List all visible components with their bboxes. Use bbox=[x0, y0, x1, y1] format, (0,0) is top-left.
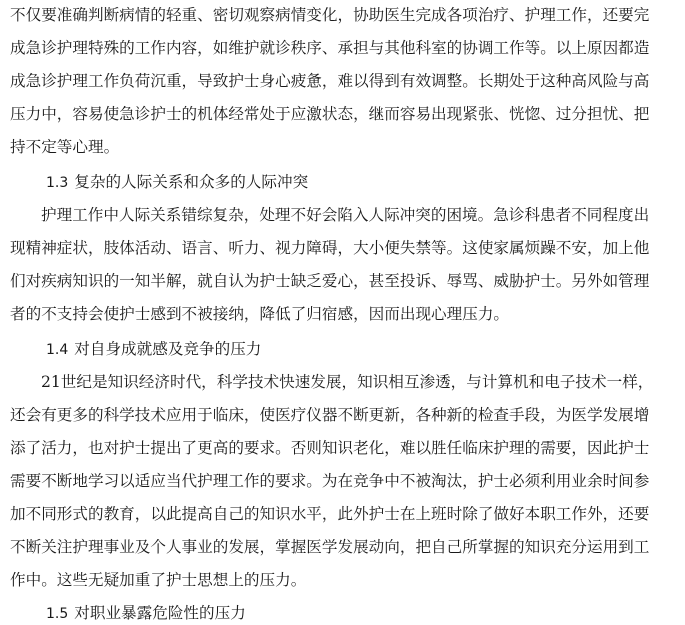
section-heading-1-3 bbox=[46, 173, 679, 191]
paragraph-line: 持不定等心理。 bbox=[10, 138, 120, 156]
paragraph-line: 压力中，容易使急诊护士的机体经常处于应激状态，继而容易出现紧张、恍惚、过分担忧、把 bbox=[10, 105, 650, 123]
paragraph-line: 成急诊护理工作负荷沉重，导致护士身心疲惫，难以得到有效调整。长期处于这种高风险与高 bbox=[10, 72, 650, 90]
paragraph-line: 添了活力，也对护士提出了更高的要求。否则知识老化，难以胜任临床护理的需要，因此护士 bbox=[10, 439, 650, 457]
paragraph-line: 还会有更多的科学技术应用于临床，使医疗仪器不断更新，各种新的检查手段，为医学发展增 bbox=[10, 406, 650, 424]
paragraph-line: 不断关注护理事业及个人事业的发展，掌握医学发展动向，把自己所掌握的知识充分运用到工 bbox=[10, 538, 650, 556]
heading-title: 对自身成就感及竞争的压力 bbox=[74, 340, 262, 358]
paragraph-line: 成急诊护理特殊的工作内容，如维护就诊秩序、承担与其他科室的协调工作等。以上原因都造 bbox=[10, 39, 650, 57]
section-heading-1-5 bbox=[46, 604, 679, 622]
paragraph-line: 现精神症状，肢体活动、语言、听力、视力障碍，大小便失禁等。这使家属烦躁不安，加上他 bbox=[10, 239, 650, 257]
paragraph-line: 需要不断地学习以适应当代护理工作的要求。为在竞争中不被淘汰，护士必须利用业余时间参 bbox=[10, 472, 650, 490]
paragraph-line: 护理工作中人际关系错综复杂，处理不好会陷入人际冲突的困境。急诊科患者不同程度出 bbox=[41, 206, 650, 224]
paragraph-line: 们对疾病知识的一知半解，就自认为护士缺乏爱心，甚至投诉、辱骂、威胁护士。另外如管理 bbox=[10, 272, 650, 290]
section-heading-1-4 bbox=[46, 340, 679, 358]
paragraph-line: 21世纪是知识经济时代，科学技术快速发展，知识相互渗透，与计算机和电子技术一样， bbox=[41, 373, 654, 391]
heading-number: 1.4 bbox=[46, 342, 69, 358]
paragraph-line: 不仅要准确判断病情的轻重、密切观察病情变化，协助医生完成各项治疗、护理工作，还要完 bbox=[10, 6, 650, 24]
heading-title: 复杂的人际关系和众多的人际冲突 bbox=[74, 173, 309, 191]
paragraph-line: 加不同形式的教育，以此提高自己的知识水平，此外护士在上班时除了做好本职工作外，还要 bbox=[10, 505, 650, 523]
paragraph-line: 作中。这些无疑加重了护士思想上的压力。 bbox=[10, 571, 307, 589]
heading-number: 1.3 bbox=[46, 175, 69, 191]
heading-number: 1.5 bbox=[46, 606, 69, 622]
paragraph-line: 者的不支持会使护士感到不被接纳，降低了归宿感，因而出现心理压力。 bbox=[10, 305, 510, 323]
heading-title: 对职业暴露危险性的压力 bbox=[74, 604, 246, 622]
